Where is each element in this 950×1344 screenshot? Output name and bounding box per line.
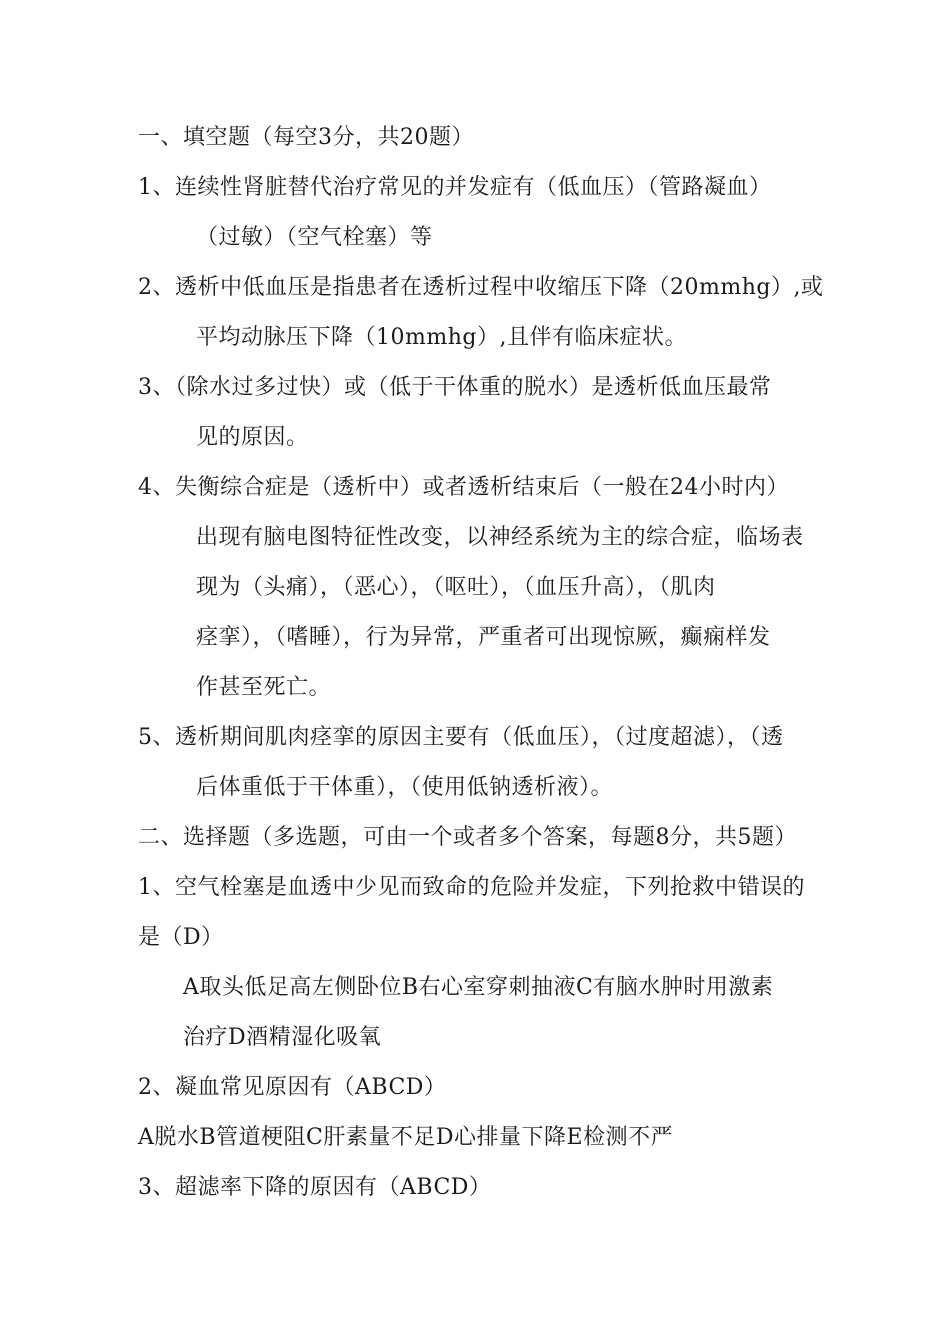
q2-line1: 2、透析中低血压是指患者在透析过程中收缩压下降（20mmhg）,或	[138, 275, 824, 300]
s2-q2-options-line1: A脱水B管道梗阻C肝素量不足D心排量下降E检测不严	[138, 1125, 674, 1150]
q4-line1: 4、失衡综合症是（透析中）或者透析结束后（一般在24小时内）	[138, 475, 789, 500]
q4-line2: 出现有脑电图特征性改变，以神经系统为主的综合症，临场表	[196, 525, 804, 550]
q5-line2: 后体重低于干体重），（使用低钠透析液）。	[196, 775, 614, 800]
q4-line4: 痉挛），（嗜睡），行为异常，严重者可出现惊厥，癫痫样发	[196, 625, 771, 650]
q1-line2: （过敏）（空气栓塞）等	[196, 225, 433, 250]
q1-line1: 1、连续性肾脏替代治疗常见的并发症有（低血压）（管路凝血）	[138, 175, 772, 200]
s2-q1-line1: 1、空气栓塞是血透中少见而致命的危险并发症，下列抢救中错误的	[138, 875, 805, 900]
section1-heading: 一、填空题（每空3分，共20题）	[138, 125, 474, 150]
s2-q1-line2: 是（D）	[138, 925, 224, 950]
q4-line5: 作甚至死亡。	[196, 675, 332, 700]
q3-line1: 3、（除水过多过快）或（低于干体重的脱水）是透析低血压最常	[138, 375, 772, 400]
q5-line1: 5、透析期间肌肉痉挛的原因主要有（低血压），（过度超滤），（透	[138, 725, 784, 750]
s2-q3-line1: 3、超滤率下降的原因有（ABCD）	[138, 1175, 492, 1200]
s2-q2-line1: 2、凝血常见原因有（ABCD）	[138, 1075, 447, 1100]
q4-line3: 现为（头痛），（恶心），（呕吐），（血压升高），（肌肉	[196, 575, 716, 600]
q2-line2: 平均动脉压下降（10mmhg）,且伴有临床症状。	[196, 325, 687, 350]
section2-heading: 二、选择题（多选题，可由一个或者多个答案，每题8分，共5题）	[138, 825, 797, 850]
s2-q1-options-line2: 治疗D酒精湿化吸氧	[183, 1025, 382, 1050]
q3-line2: 见的原因。	[196, 425, 309, 450]
s2-q1-options-line1: A取头低足高左侧卧位B右心室穿刺抽液C有脑水肿时用激素	[183, 975, 774, 1000]
